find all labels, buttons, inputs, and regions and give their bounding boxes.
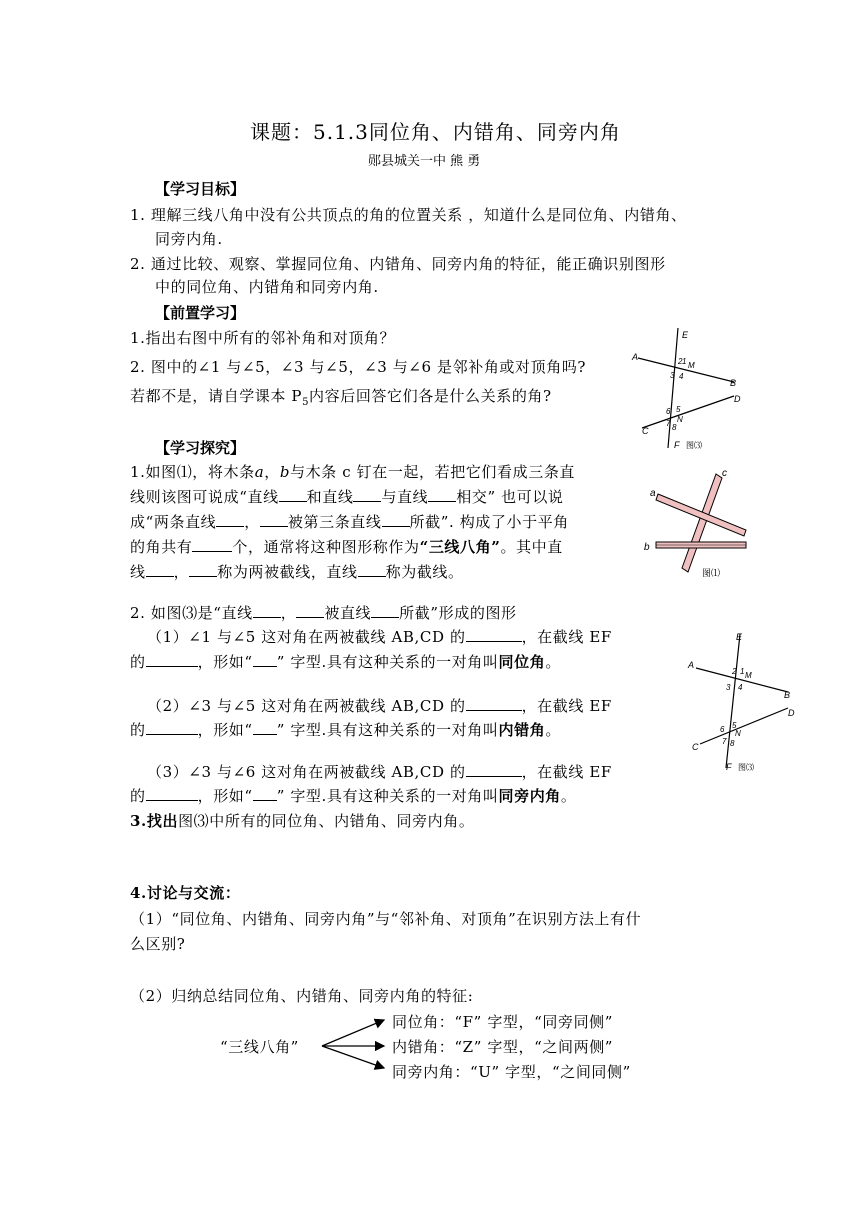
svg-text:D: D — [788, 708, 795, 718]
svg-text:2: 2 — [732, 667, 737, 676]
svg-text:5: 5 — [732, 721, 737, 730]
summary-root: “三线八角” — [220, 1038, 299, 1056]
svg-text:M: M — [688, 361, 695, 370]
svg-text:C: C — [642, 426, 649, 436]
explore-p1-line-5: 线 ， 称为两被截线，直线 称为截线。 — [130, 563, 464, 581]
svg-text:3: 3 — [670, 371, 675, 380]
explore-p1-line-4: 的角共有 个，通常将这种图形称作为“三线八角”。其中直 — [130, 538, 563, 556]
svg-text:N: N — [735, 729, 741, 738]
explore-s1-line-1: （1）∠1 与∠5 这对角在两被截线 AB,CD 的 ，在截线 EF — [147, 628, 612, 646]
svg-text:B: B — [784, 690, 791, 700]
svg-text:8: 8 — [730, 739, 735, 748]
svg-text:c: c — [722, 468, 727, 479]
figure-3-middle — [686, 628, 806, 774]
explore-s3-line-2: 的 ，形如“ ” 字型.具有这种关系的一对角叫同旁内角。 — [130, 787, 577, 805]
svg-text:图⑶: 图⑶ — [686, 441, 702, 450]
svg-text:B: B — [730, 378, 737, 388]
explore-s2-line-2: 的 ，形如“ ” 字型.具有这种关系的一对角叫内错角。 — [130, 721, 561, 739]
svg-text:图⑴: 图⑴ — [702, 568, 721, 578]
svg-text:2: 2 — [678, 357, 683, 366]
svg-text:6: 6 — [666, 407, 671, 416]
explore-s2-line-1: （2）∠3 与∠5 这对角在两被截线 AB,CD 的 ，在截线 EF — [147, 697, 612, 715]
svg-text:A: A — [688, 660, 695, 670]
explore-p2: 2. 如图⑶是“直线 ， 被直线 所截”形成的图形 — [130, 604, 517, 622]
svg-text:6: 6 — [720, 725, 725, 734]
svg-text:a: a — [650, 488, 656, 499]
explore-p3: 3.找出图⑶中所有的同位角、内错角、同旁内角。 — [130, 812, 475, 830]
explore-heading: 【学习探究】 — [155, 439, 246, 457]
summary-arrows — [318, 1010, 394, 1076]
svg-text:D: D — [734, 394, 741, 404]
svg-text:7: 7 — [666, 419, 671, 428]
goals-heading: 【学习目标】 — [155, 180, 246, 198]
discuss-q2: （2）归纳总结同位角、内错角、同旁内角的特征: — [130, 987, 474, 1005]
explore-s3-line-1: （3）∠3 与∠6 这对角在两被截线 AB,CD 的 ，在截线 EF — [147, 763, 612, 781]
svg-text:8: 8 — [672, 423, 677, 432]
summary-branch-1: 同位角：“F” 字型，“同旁同侧” — [392, 1013, 614, 1031]
svg-text:5: 5 — [676, 405, 681, 414]
svg-text:M: M — [745, 671, 752, 680]
summary-branch-2: 内错角：“Z” 字型，“之间两侧” — [392, 1038, 614, 1056]
svg-text:4: 4 — [679, 372, 684, 381]
goal-2-line-1: 2. 通过比较、观察、掌握同位角、内错角、同旁内角的特征，能正确识别图形 — [130, 255, 666, 273]
figure-3-top — [630, 322, 750, 454]
svg-text:F: F — [674, 440, 680, 450]
svg-text:4: 4 — [738, 683, 743, 692]
svg-text:7: 7 — [722, 737, 727, 746]
preview-q2-line-1: 2. 图中的∠1 与∠5，∠3 与∠5，∠3 与∠6 是邻补角或对顶角吗? — [130, 358, 587, 376]
discuss-heading: 4.讨论与交流： — [130, 884, 241, 902]
explore-p1-line-1: 1.如图⑴，将木条a，b与木条 c 钉在一起，若把它们看成三条直 — [130, 463, 576, 481]
explore-s1-line-2: 的 ，形如“ ” 字型.具有这种关系的一对角叫同位角。 — [130, 653, 561, 671]
figure-1 — [636, 462, 756, 580]
svg-text:E: E — [736, 632, 743, 642]
svg-text:F: F — [726, 762, 732, 772]
preview-q1: 1.指出右图中所有的邻补角和对顶角？ — [130, 329, 396, 347]
page-title: 课题：5.1.3同位角、内错角、同旁内角 — [250, 120, 621, 144]
svg-text:E: E — [682, 330, 689, 340]
svg-text:图⑶: 图⑶ — [738, 763, 754, 772]
svg-text:A: A — [632, 352, 639, 362]
svg-text:C: C — [692, 742, 699, 752]
discuss-q1-line-1: （1）“同位角、内错角、同旁内角”与“邻补角、对顶角”在识别方法上有什 — [130, 910, 642, 928]
svg-text:N: N — [677, 415, 683, 424]
svg-text:1: 1 — [682, 357, 687, 366]
explore-p1-line-2: 线则该图可说成“直线 和直线 与直线 相交” 也可以说 — [130, 488, 564, 506]
discuss-q1-line-2: 么区别? — [130, 935, 186, 953]
svg-text:3: 3 — [726, 683, 731, 692]
svg-text:1: 1 — [740, 667, 745, 676]
summary-branch-3: 同旁内角：“U” 字型，“之间同侧” — [392, 1063, 631, 1081]
goal-1-line-1: 1. 理解三线八角中没有公共顶点的角的位置关系 ，知道什么是同位角、内错角、 — [130, 206, 687, 224]
author-line: 郧县城关一中 熊 勇 — [368, 154, 481, 169]
goal-1-line-2: 同旁内角. — [155, 230, 223, 248]
goal-2-line-2: 中的同位角、内错角和同旁内角. — [155, 278, 379, 296]
svg-text:b: b — [644, 542, 650, 553]
explore-p1-line-3: 成“两条直线 ， 被第三条直线 所截”. 构成了小于平角 — [130, 513, 569, 531]
preview-q2-line-2: 若都不是，请自学课本 $P_5$内容后回答它们各是什么关系的角? — [130, 387, 552, 408]
preview-heading: 【前置学习】 — [155, 304, 246, 322]
